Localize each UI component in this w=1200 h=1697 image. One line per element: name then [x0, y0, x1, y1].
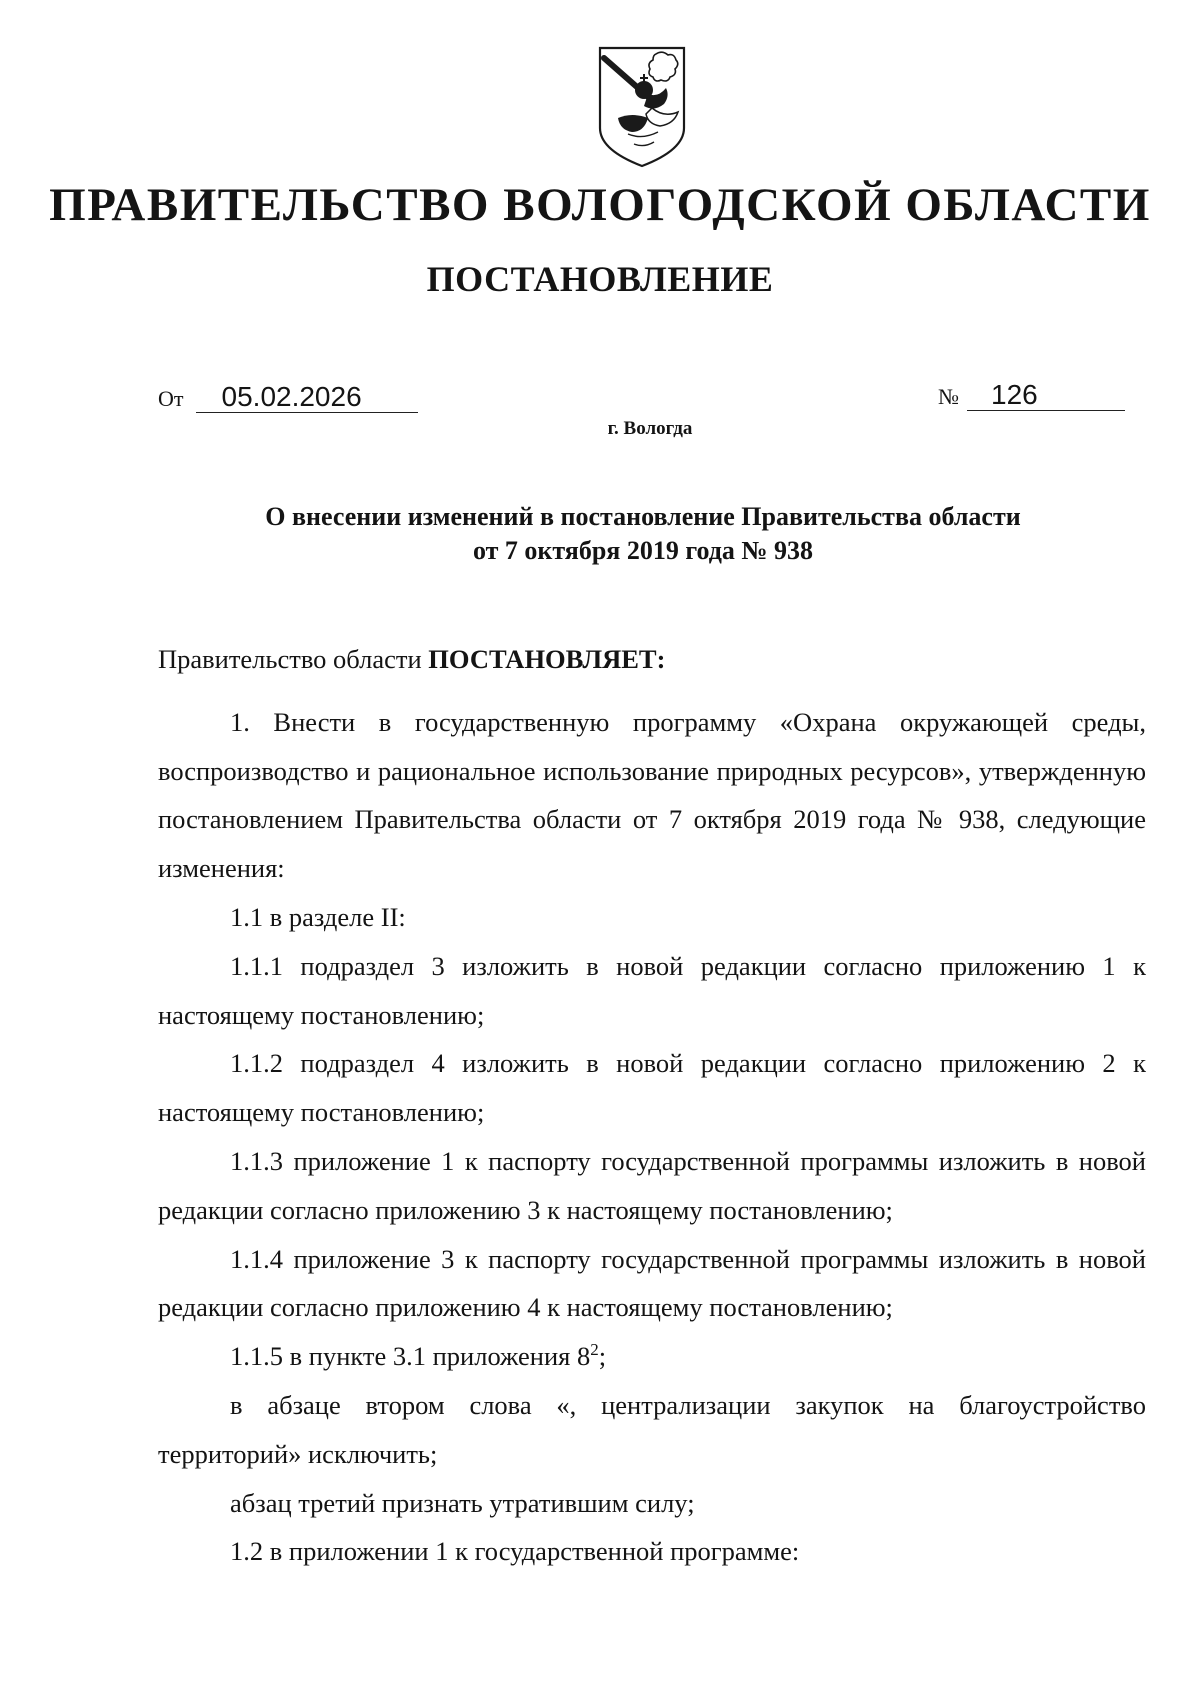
decree-body	[158, 635, 1146, 1576]
paragraph-1-1-3: 1.1.3 приложение 1 к паспорту государственной программы изложить в новой редакции согласно приложению 3 к настоящему постановлению;	[158, 1145, 1146, 1225]
paragraph-abzac-3: абзац третий признать утратившим силу;	[230, 1487, 695, 1518]
opening-emphasis: ПОСТАНОВЛЯЕТ:	[428, 644, 666, 674]
paragraph-1-1-5-text: 1.1.5 в пункте 3.1 приложения 8	[230, 1341, 591, 1372]
paragraph-1-1: 1.1 в разделе II:	[230, 901, 406, 932]
paragraph-1: 1. Внести в государственную программу «Охрана окружающей среды, воспроизводство и рациональное использование природных ресурсов», утвержденную постановлением Правительства области от 7 октября 2019 года № 938, следующие изменения:	[158, 706, 1146, 884]
paragraph-1-1-5-end: ;	[598, 1341, 607, 1372]
paragraph-1-1-5	[158, 1332, 1146, 1381]
subject-line-1: О внесении изменений в постановление Правительства области	[265, 502, 1021, 531]
date-prefix: От	[158, 386, 184, 411]
opening-paragraph	[158, 635, 1146, 684]
subject-line-2: от 7 октября 2019 года № 938	[472, 536, 814, 565]
paragraph-1-1-1: 1.1.1 подраздел 3 изложить в новой редакции согласно приложению 1 к настоящему постановлению;	[158, 950, 1146, 1030]
paragraph-1-2: 1.2 в приложении 1 к государственной программе:	[230, 1536, 800, 1567]
organization-title: ПРАВИТЕЛЬСТВО ВОЛОГОДСКОЙ ОБЛАСТИ	[49, 179, 1151, 231]
superscript-2: 2	[590, 1340, 599, 1360]
decree-number	[938, 380, 1125, 411]
paragraph-1-1-4: 1.1.4 приложение 3 к паспорту государственной программы изложить в новой редакции согласно приложению 4 к настоящему постановлению;	[158, 1243, 1146, 1323]
paragraph-abzac-2: в абзаце втором слова «, централизации закупок на благоустройство территорий» исключить;	[158, 1389, 1146, 1469]
document-type-heading: ПОСТАНОВЛЕНИЕ	[426, 259, 774, 299]
opening-text: Правительство области	[158, 644, 422, 674]
decree-subject	[0, 500, 1200, 568]
decree-date	[158, 382, 418, 413]
city-label: г. Вологда	[607, 418, 693, 439]
date-value: 05.02.2026	[196, 382, 418, 413]
number-value: 126	[967, 380, 1125, 411]
paragraph-1-1-2: 1.1.2 подраздел 4 изложить в новой редакции согласно приложению 2 к настоящему постановлению;	[158, 1048, 1146, 1128]
coat-of-arms-emblem	[594, 44, 690, 170]
number-prefix: №	[938, 384, 959, 409]
